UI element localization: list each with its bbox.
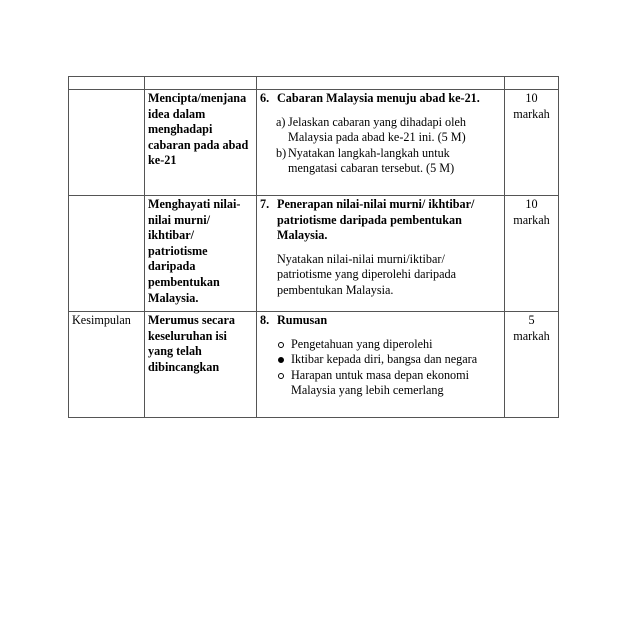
question-title: Penerapan nilai-nilai murni/ ikhtibar/ patriotisme daripada pembentukan Malaysia. [277, 197, 475, 243]
sub-question-label: a) [276, 114, 286, 129]
bullet-icon [278, 357, 284, 363]
question-title: Rumusan [277, 313, 328, 327]
marks-cell [505, 196, 559, 312]
section-cell: Kesimpulan [69, 312, 145, 418]
question-heading [260, 91, 501, 107]
sub-question-list [260, 115, 501, 177]
bullet-item [260, 337, 501, 353]
sub-question-text: Jelaskan cabaran yang dihadapi oleh Malaysia pada abad ke-21 ini. (5 M) [288, 114, 466, 145]
table-cell [145, 77, 257, 90]
question-number: 6. [260, 91, 270, 105]
bullet-icon [278, 373, 284, 379]
question-number: 8. [260, 313, 270, 327]
table-cell [505, 77, 559, 90]
marks-unit: markah [513, 212, 550, 227]
bullet-text: Iktibar kepada diri, bangsa dan negara [291, 352, 478, 367]
table-cell [257, 77, 505, 90]
marks-value: 10 [525, 197, 538, 211]
sub-question [276, 146, 501, 177]
skill-cell: Menghayati nilai-nilai murni/ ikhtibar/ patriotisme daripada pembentukan Malaysia. [145, 196, 257, 312]
question-title: Cabaran Malaysia menuju abad ke-21. [277, 91, 480, 105]
bullet-list [260, 337, 501, 399]
marks-cell [505, 312, 559, 418]
question-number: 7. [260, 197, 270, 211]
question-cell [257, 90, 505, 196]
skill-cell: Mencipta/menjana idea dalam menghadapi cabaran pada abad ke-21 [145, 90, 257, 196]
bullet-item [260, 352, 501, 368]
skill-cell: Merumus secara keseluruhan isi yang telah dibincangkan [145, 312, 257, 418]
question-paragraph: Nyatakan nilai-nilai murni/iktibar/ patriotisme yang diperolehi daripada pembentukan Malaysia. [277, 251, 457, 297]
bullet-item [260, 368, 501, 399]
rubric-table [68, 76, 559, 418]
table-cell [69, 77, 145, 90]
section-cell [69, 90, 145, 196]
question-cell [257, 196, 505, 312]
bullet-icon [278, 342, 284, 348]
sub-question-text: Nyatakan langkah-langkah untuk mengatasi cabaran tersebut. (5 M) [288, 145, 455, 176]
sub-question [276, 115, 501, 146]
marks-value: 10 [525, 91, 538, 105]
sub-question-label: b) [276, 145, 287, 160]
question-heading [260, 197, 501, 244]
marks-unit: markah [513, 328, 550, 343]
question-cell [257, 312, 505, 418]
bullet-text: Pengetahuan yang diperolehi [291, 336, 433, 351]
marks-value: 5 [528, 313, 535, 327]
table-row [69, 196, 559, 312]
table-row [69, 90, 559, 196]
table-header-row [69, 77, 559, 90]
marks-cell [505, 90, 559, 196]
bullet-text: Harapan untuk masa depan ekonomi Malaysia yang lebih cemerlang [291, 367, 470, 398]
marks-unit: markah [513, 106, 550, 121]
question-heading [260, 313, 501, 329]
table-row [69, 312, 559, 418]
section-cell [69, 196, 145, 312]
